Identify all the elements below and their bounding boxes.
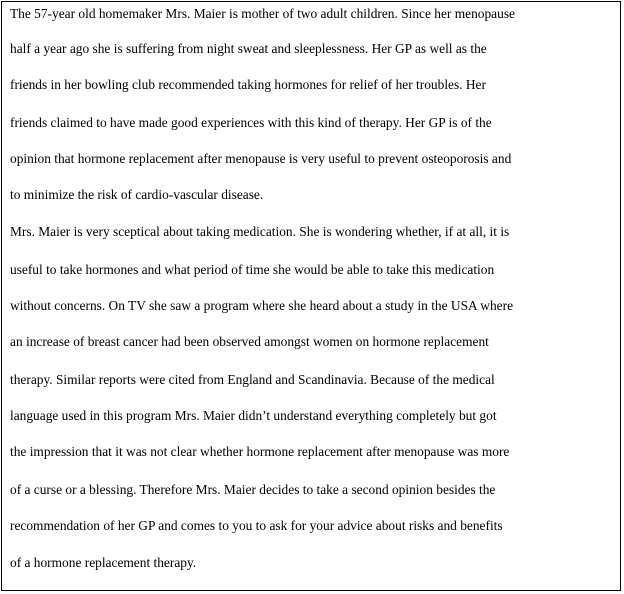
text-line: without concerns. On TV she saw a program where she heard about a study in the USA where <box>10 298 514 313</box>
text-line: Mrs. Maier is very sceptical about taking medication. She is wondering whether, if at all, it is <box>10 224 510 239</box>
text-line: half a year ago she is suffering from night sweat and sleeplessness. Her GP as well as the <box>10 41 487 56</box>
text-line: The 57-year old homemaker Mrs. Maier is mother of two adult children. Since her menopause <box>10 6 515 21</box>
document-frame <box>1 1 621 591</box>
text-line: friends claimed to have made good experiences with this kind of therapy. Her GP is of the <box>10 115 492 130</box>
text-line: therapy. Similar reports were cited from England and Scandinavia. Because of the medical <box>10 372 495 387</box>
text-line: an increase of breast cancer had been observed amongst women on hormone replacement <box>10 334 489 349</box>
text-line: useful to take hormones and what period of time she would be able to take this medication <box>10 262 495 277</box>
text-line: of a hormone replacement therapy. <box>10 555 197 570</box>
text-line: language used in this program Mrs. Maier didn’t understand everything completely but got <box>10 408 497 423</box>
text-line: of a curse or a blessing. Therefore Mrs. Maier decides to take a second opinion besides the <box>10 482 496 497</box>
text-line: opinion that hormone replacement after menopause is very useful to prevent osteoporosis and <box>10 151 512 166</box>
text-line: the impression that it was not clear whether hormone replacement after menopause was more <box>10 444 510 459</box>
text-line: friends in her bowling club recommended taking hormones for relief of her troubles. Her <box>10 77 486 92</box>
text-line: recommendation of her GP and comes to you to ask for your advice about risks and benefits <box>10 518 503 533</box>
text-line: to minimize the risk of cardio-vascular disease. <box>10 187 264 202</box>
